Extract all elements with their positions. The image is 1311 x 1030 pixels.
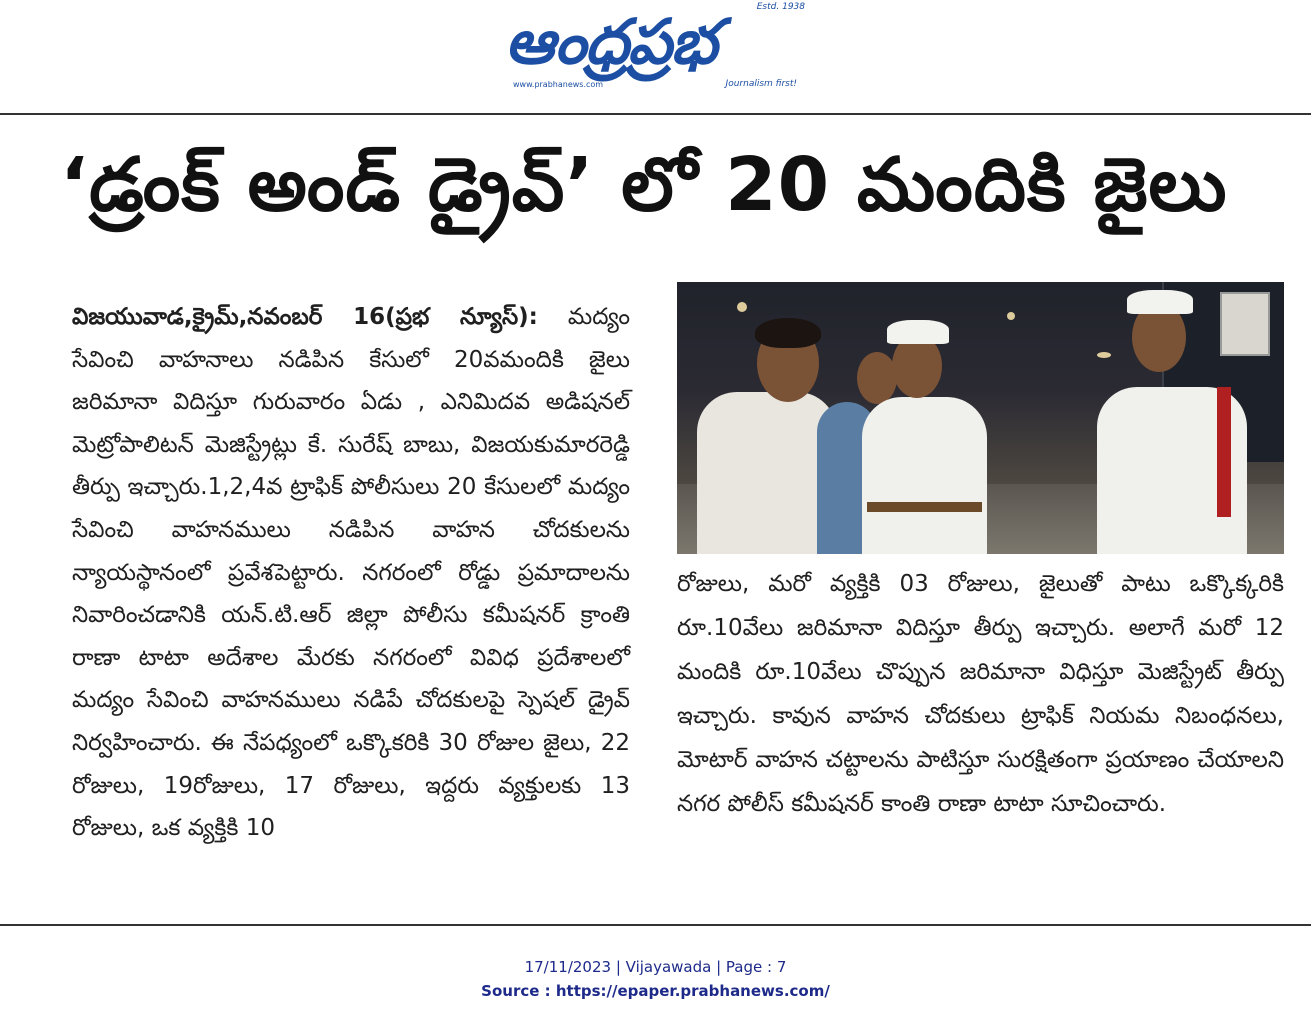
officer-belt bbox=[867, 502, 982, 512]
person-head bbox=[857, 352, 897, 404]
article-body-left: మద్యం సేవించి వాహనాలు నడిపిన కేసులో 20వమందికి జైలు జరిమానా విదిస్తూ గురువారం ఏడు , ఎనిమిదవ అడిషనల్ మెట్రోపాలిటన్ మెజిస్ట్రేట్లు కే. సురేష్ బాబు, విజయకుమారరెడ్డి తీర్పు ఇచ్చారు.1,2,4వ ట్రాఫిక్ పోలీసులు 20 కేసులలో మద్యం సేవించి వాహనములు నడిపిన వాహన చోదకులను న్యాయస్థానంలో ప్రవేశపెట్టారు. నగరంలో రోడ్డు ప్రమాదాలను నివారించడానికి యన్.టి.ఆర్ జిల్లా పోలీసు కమీషనర్ క్రాంతి రాణా టాటా అదేశాల మేరకు నగరంలో వివిధ ప్రదేశాలలో మద్యం సేవించి వాహనములు నడిపే చోదకులపై స్పెషల్ డ్రైవ్ నిర్వహించారు. ఈ నేపధ్యంలో ఒక్కొకరికి 30 రోజుల జైలు, 22 రోజులు, 19రోజులు, 17 రోజులు, ఇద్దరు వ్యక్తులకు 13 రోజులు, ఒక వ్యక్తికి 10 bbox=[72, 304, 630, 842]
street-light bbox=[1007, 312, 1015, 320]
article-body-right: రోజులు, మరో వ్యక్తికి 03 రోజులు, జైలుతో పాటు ఒక్కొక్కరికి రూ.10వేలు జరిమానా విదిస్తూ తీర్పు ఇచ్చారు. అలాగే మరో 12 మందికి రూ.10వేలు చొప్పున జరిమానా విధిస్తూ మెజిస్ట్రేట్ తీర్పు ఇచ్చారు. కావున వాహన చోదకులు ట్రాఫిక్ నియమ నిబంధనలు, మోటార్ వాహన చట్టాలను పాటిస్తూ సురక్షితంగా ప్రయాణం చేయాలని నగర పోలీస్ కమీషనర్ కాంతి రాణా టాటా సూచించారు. bbox=[677, 571, 1284, 817]
tagline: Journalism first! bbox=[725, 79, 797, 89]
officer-sash bbox=[1217, 387, 1231, 517]
newspaper-logo bbox=[505, 2, 805, 98]
traffic-police-officer bbox=[862, 397, 987, 554]
person-civilian bbox=[697, 392, 837, 554]
news-photo bbox=[677, 282, 1284, 554]
site-url: www.prabhanews.com bbox=[513, 80, 604, 89]
page-footer bbox=[0, 955, 1311, 1003]
article-column-right bbox=[677, 562, 1284, 826]
officer-cap bbox=[887, 320, 949, 344]
edition-info: 17/11/2023 | Vijayawada | Page : 7 bbox=[524, 958, 787, 976]
top-divider bbox=[0, 113, 1311, 115]
street-light bbox=[1097, 352, 1111, 358]
bottom-divider bbox=[0, 924, 1311, 926]
established-note: Estd. 1938 bbox=[756, 2, 805, 12]
masthead bbox=[0, 0, 1311, 112]
article-column-left bbox=[72, 296, 630, 850]
shop-sign bbox=[1220, 292, 1270, 356]
article-paragraph bbox=[72, 296, 630, 850]
person-hair bbox=[755, 318, 821, 348]
logo-wordmark: ఆంధ్రప్రభ bbox=[505, 5, 717, 78]
article-headline: ‘డ్రంక్ అండ్ డ్రైవ్’ లో 20 మందికి జైలు bbox=[60, 142, 1228, 228]
source-link[interactable]: Source : https://epaper.prabhanews.com/ bbox=[481, 982, 830, 1000]
article-dateline: విజయువాడ,క్రైమ్,నవంబర్ 16(ప్రభ న్యూస్): bbox=[72, 304, 538, 330]
officer-cap bbox=[1127, 290, 1193, 314]
street-light bbox=[737, 302, 747, 312]
